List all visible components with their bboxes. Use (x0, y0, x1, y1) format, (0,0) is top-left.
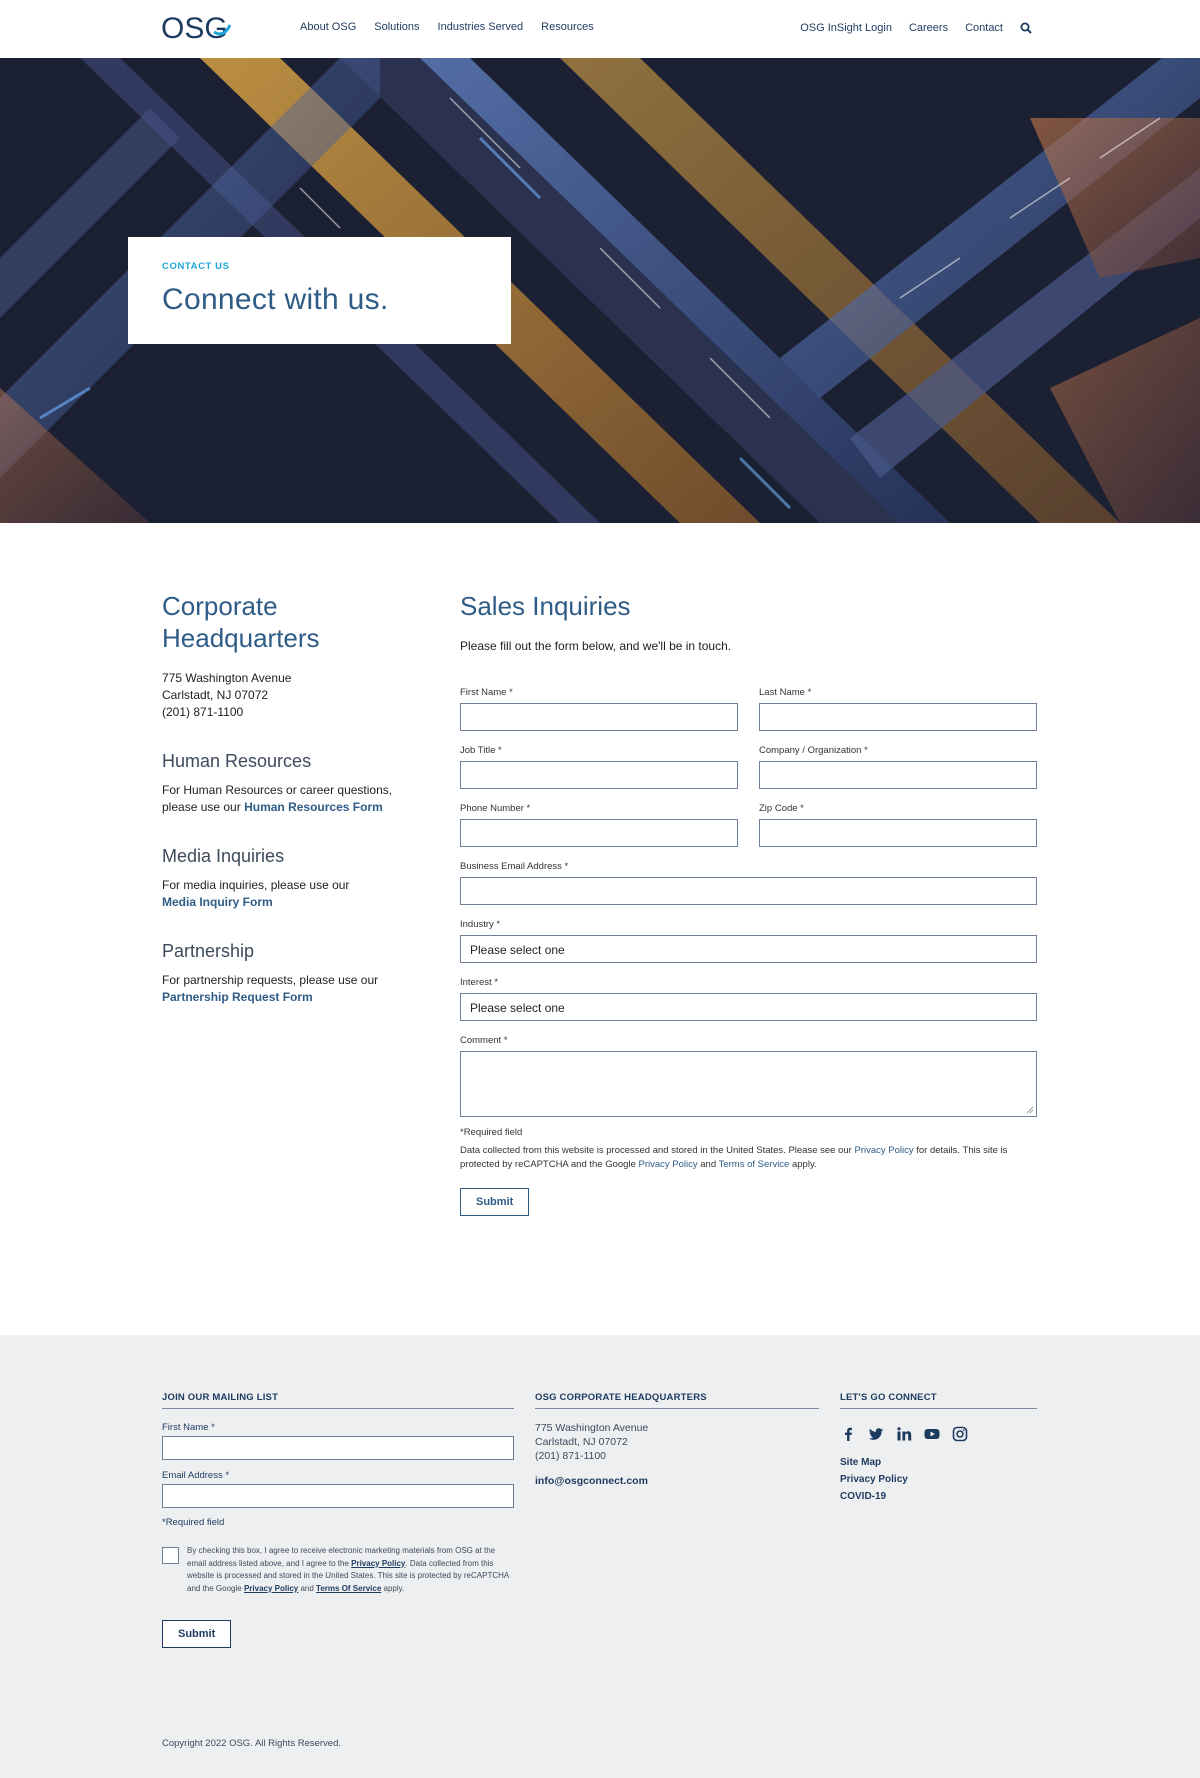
nav-insight-login[interactable]: OSG InSight Login (800, 22, 892, 34)
nav-contact[interactable]: Contact (965, 22, 1003, 34)
footer-hq-street: 775 Washington Avenue (535, 1422, 649, 1434)
form-disclaimer (460, 1144, 1037, 1172)
resize-handle-icon[interactable] (1026, 1106, 1034, 1114)
last-name-input[interactable] (759, 703, 1037, 731)
partner-form-link[interactable]: Partnership Request Form (162, 990, 313, 1004)
first-name-input[interactable] (460, 703, 738, 731)
footer-hq-city: Carlstadt, NJ 07072 (535, 1436, 628, 1448)
disclaimer-tos-link[interactable]: Terms of Service (718, 1159, 790, 1170)
footer-hq-email-link[interactable]: info@osgconnect.com (535, 1475, 648, 1487)
hq-phone: (201) 871-1100 (162, 705, 244, 719)
consent-apply: apply. (383, 1583, 405, 1593)
copyright: Copyright 2022 OSG. All Rights Reserved. (162, 1738, 342, 1749)
hr-form-link[interactable]: Human Resources Form (244, 800, 383, 814)
footer-first-name-label: First Name * (162, 1422, 215, 1433)
footer-required-note: *Required field (162, 1517, 225, 1528)
media-form-link[interactable]: Media Inquiry Form (162, 895, 273, 909)
consent-checkbox[interactable] (162, 1547, 179, 1564)
sales-inquiry-form (460, 590, 1037, 1216)
site-header (0, 0, 1200, 58)
nav-careers[interactable]: Careers (908, 22, 949, 34)
footer-hq-title: OSG CORPORATE HEADQUARTERS (535, 1392, 819, 1409)
nav-solutions[interactable]: Solutions (374, 21, 420, 33)
phone-input[interactable] (460, 819, 738, 847)
job-title-label: Job Title * (460, 745, 502, 756)
hq-address (162, 670, 402, 721)
youtube-icon[interactable] (924, 1426, 940, 1442)
disclaimer-apply: apply. (791, 1159, 817, 1170)
hq-street: 775 Washington Avenue (162, 671, 292, 685)
disclaimer-and: and (700, 1159, 717, 1170)
consent-and: and (300, 1583, 314, 1593)
twitter-icon[interactable] (868, 1426, 884, 1442)
consent-tos-link[interactable]: Terms Of Service (316, 1583, 382, 1593)
disclaimer-privacy-link[interactable]: Privacy Policy (854, 1145, 914, 1156)
required-note: *Required field (460, 1127, 523, 1138)
disclaimer-text-1: Data collected from this website is processed and stored in the United States. Please see our (460, 1145, 852, 1156)
footer-hq-address (535, 1421, 819, 1463)
media-title: Media Inquiries (162, 846, 285, 866)
site-map-link[interactable]: Site Map (840, 1457, 882, 1468)
mailing-title: JOIN OUR MAILING LIST (162, 1392, 514, 1409)
consent-text-2: . Data collected from this website is processed and stored in the United States. This site is protected by reCAPTCHA and the Google (187, 1558, 509, 1593)
industry-select[interactable]: Please select one (460, 935, 1037, 963)
osg-logo[interactable] (161, 12, 231, 42)
hq-title: Corporate Headquarters (162, 591, 320, 653)
partner-text-body: For partnership requests, please use our (162, 973, 379, 987)
zip-input[interactable] (759, 819, 1037, 847)
main-nav (300, 21, 594, 33)
svg-text:OSG: OSG (161, 12, 228, 42)
footer-hq-phone: (201) 871-1100 (535, 1450, 607, 1462)
mailing-list (162, 1392, 514, 1648)
footer-submit-button[interactable]: Submit (162, 1620, 231, 1648)
social-links (840, 1426, 1037, 1442)
company-label: Company / Organization * (759, 745, 868, 756)
hq-city: Carlstadt, NJ 07072 (162, 688, 269, 702)
footer-first-name-input[interactable] (162, 1436, 514, 1460)
email-input[interactable] (460, 877, 1037, 905)
disclaimer-google-privacy-link[interactable]: Privacy Policy (638, 1159, 698, 1170)
footer-links (840, 1454, 1037, 1505)
submit-button[interactable]: Submit (460, 1188, 529, 1216)
disclaimer-text-2: for details. This site is protected by reCAPTCHA and the Google (460, 1145, 1008, 1170)
comment-label: Comment * (460, 1035, 508, 1046)
consent-privacy-link[interactable]: Privacy Policy (351, 1558, 406, 1568)
industry-label: Industry * (460, 919, 501, 930)
hero-card (128, 237, 511, 344)
site-footer (0, 1335, 1200, 1778)
zip-label: Zip Code * (759, 803, 804, 814)
last-name-label: Last Name * (759, 687, 812, 698)
media-text (162, 877, 402, 911)
email-label: Business Email Address * (460, 861, 569, 872)
hr-title: Human Resources (162, 751, 312, 771)
footer-email-input[interactable] (162, 1484, 514, 1508)
media-text-body: For media inquiries, please use our (162, 878, 350, 892)
nav-industries[interactable]: Industries Served (437, 21, 524, 33)
footer-email-label: Email Address * (162, 1470, 230, 1481)
comment-textarea[interactable] (460, 1051, 1037, 1117)
hero-eyebrow: CONTACT US (162, 261, 230, 272)
interest-label: Interest * (460, 977, 499, 988)
instagram-icon[interactable] (952, 1426, 968, 1442)
footer-connect-title: LET'S GO CONNECT (840, 1392, 1037, 1409)
footer-connect (840, 1392, 1037, 1505)
search-icon[interactable] (1020, 21, 1034, 35)
interest-select[interactable]: Please select one (460, 993, 1037, 1021)
nav-about[interactable]: About OSG (300, 21, 357, 33)
linkedin-icon[interactable] (896, 1426, 912, 1442)
job-title-input[interactable] (460, 761, 738, 789)
contact-info-column (162, 590, 402, 1006)
consent-text-1: By checking this box, I agree to receive electronic marketing materials from OSG at the email address listed above, and I agree to the (187, 1546, 496, 1568)
utility-nav (800, 21, 1034, 35)
form-title: Sales Inquiries (460, 591, 631, 621)
partner-title: Partnership (162, 941, 255, 961)
company-input[interactable] (759, 761, 1037, 789)
consent-google-privacy-link[interactable]: Privacy Policy (243, 1583, 299, 1593)
consent-text (187, 1545, 514, 1595)
partner-text (162, 972, 402, 1006)
covid-link[interactable]: COVID-19 (840, 1491, 887, 1502)
privacy-policy-link[interactable]: Privacy Policy (840, 1474, 908, 1485)
hero-banner (0, 58, 1200, 523)
page-title: Connect with us. (162, 283, 389, 316)
first-name-label: First Name * (460, 687, 513, 698)
footer-hq (535, 1392, 819, 1487)
hr-text-body: For Human Resources or career questions, please use our (162, 783, 393, 814)
facebook-icon[interactable] (840, 1426, 856, 1442)
hr-text (162, 782, 402, 816)
nav-resources[interactable]: Resources (541, 21, 594, 33)
phone-label: Phone Number * (460, 803, 531, 814)
form-intro: Please fill out the form below, and we'll be in touch. (460, 639, 732, 653)
